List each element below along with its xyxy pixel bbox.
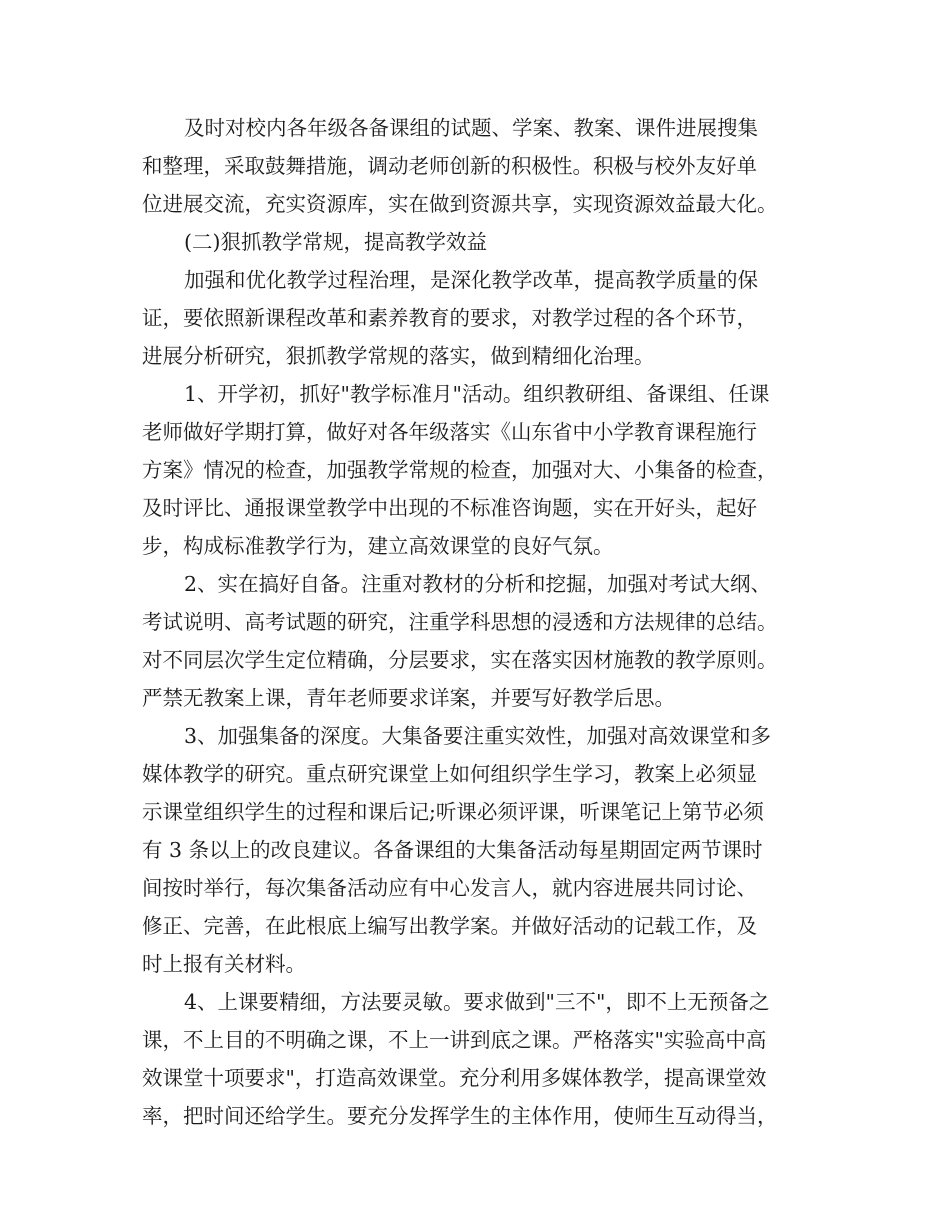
text-line: 考试说明、高考试题的研究，注重学科思想的浸透和方法规律的总结。 (142, 610, 778, 634)
text-line: 率，把时间还给学生。要充分发挥学生的主体作用，使师生互动得当， (142, 1104, 778, 1128)
section-heading: (二)狠抓教学常规，提高教学效益 (184, 230, 487, 254)
text-line: 严禁无教案上课，青年老师要求详案，并要写好教学后思。 (142, 686, 675, 710)
text-line: 和整理，采取鼓舞措施，调动老师创新的积极性。积极与校外友好单 (142, 154, 757, 178)
text-line: 示课堂组织学生的过程和课后记;听课必须评课，听课笔记上第节必须 (142, 800, 764, 824)
text-line: 位进展交流，充实资源库，实在做到资源共享，实现资源效益最大化。 (142, 192, 778, 216)
text-line: 课，不上目的不明确之课，不上一讲到底之课。严格落实"实验高中高 (142, 1028, 767, 1052)
text-line: 步，构成标准教学行为，建立高效课堂的良好气氛。 (142, 534, 614, 558)
text-line: 对不同层次学生定位精确，分层要求，实在落实因材施教的教学原则。 (142, 648, 778, 672)
text-line: 老师做好学期打算，做好对各年级落实《山东省中小学教育课程施行 (142, 420, 757, 444)
text-line: 及时评比、通报课堂教学中出现的不标准咨询题，实在开好头，起好 (142, 496, 757, 520)
text-line: 间按时举行，每次集备活动应有中心发言人，就内容进展共同讨论、 (142, 876, 757, 900)
text-line: 媒体教学的研究。重点研究课堂上如何组织学生学习，教案上必须显 (142, 762, 757, 786)
text-line: 有 3 条以上的改良建议。各备课组的大集备活动每星期固定两节课时 (142, 838, 763, 862)
text-line: 3、加强集备的深度。大集备要注重实效性，加强对高效课堂和多 (184, 724, 772, 748)
text-line: 进展分析研究，狠抓教学常规的落实，做到精细化治理。 (142, 344, 655, 368)
text-line: 2、实在搞好自备。注重对教材的分析和挖掘，加强对考试大纲、 (184, 572, 772, 596)
text-line: 时上报有关材料。 (142, 952, 306, 976)
text-line: 证，要依照新课程改革和素养教育的要求，对教学过程的各个环节， (142, 306, 757, 330)
text-line: 加强和优化教学过程治理，是深化教学改革，提高教学质量的保 (184, 268, 758, 292)
text-line: 方案》情况的检查，加强教学常规的检查，加强对大、小集备的检查， (142, 458, 778, 482)
text-line: 修正、完善，在此根底上编写出教学案。并做好活动的记载工作，及 (142, 914, 757, 938)
text-line: 1、开学初，抓好"教学标准月"活动。组织教研组、备课组、任课 (184, 382, 770, 406)
text-line: 效课堂十项要求"，打造高效课堂。充分利用多媒体教学，提高课堂效 (142, 1066, 767, 1090)
text-line: 及时对校内各年级各备课组的试题、学案、教案、课件进展搜集 (184, 116, 758, 140)
text-line: 4、上课要精细，方法要灵敏。要求做到"三不"，即不上无预备之 (184, 990, 770, 1014)
